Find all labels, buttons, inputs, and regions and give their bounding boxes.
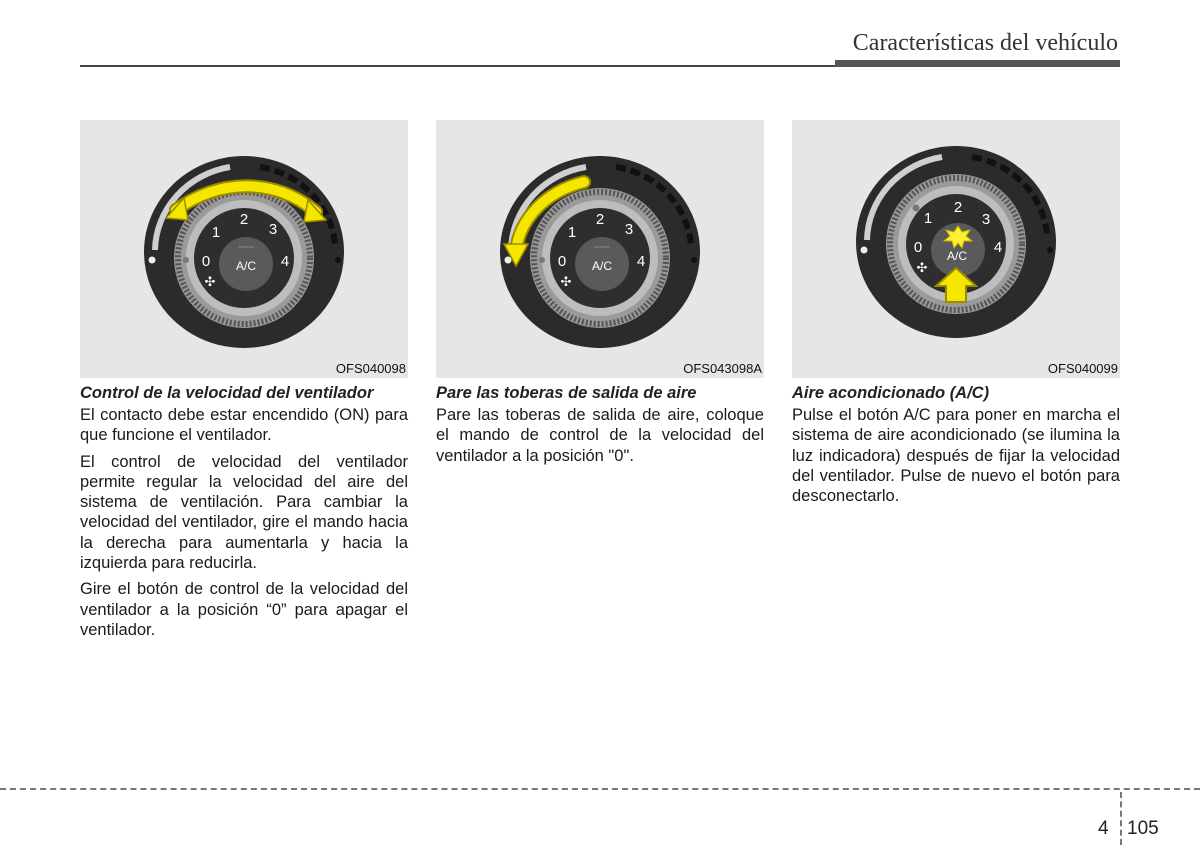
knob-label-0: 0 <box>913 239 923 256</box>
paragraph: El contacto debe estar encendido (ON) para que funcione el ventilador. <box>80 406 408 445</box>
figure-ac-button <box>792 120 1120 378</box>
header-rule-accent <box>835 60 1120 67</box>
fan-knob-off-illustration <box>436 120 764 378</box>
paragraph: Pulse el botón A/C para poner en marcha el sistema de aire acondicionado (se ilumina la luz indicadora) después de fijar la velocidad del ventilador. Pulse de nuevo el botón para desconectarlo. <box>792 406 1120 506</box>
figure-code: OFS040099 <box>1047 361 1118 376</box>
figure-fan-speed-knob <box>80 120 408 378</box>
knob-label-3: 3 <box>981 211 991 228</box>
section-heading: Control de la velocidad del ventilador <box>80 384 374 402</box>
knob-label-2: 2 <box>239 211 249 228</box>
ac-button-label: A/C <box>946 249 968 263</box>
figure-code: OFS043098A <box>683 361 762 376</box>
ac-button-label: A/C <box>591 259 613 273</box>
footer-rule <box>0 788 1200 790</box>
section-fan-speed <box>80 120 408 646</box>
knob-label-4: 4 <box>636 253 646 270</box>
paragraph: El control de velocidad del ventilador permite regular la velocidad del aire del sistema de ventilación. Para cambiar la velocidad del ventilador, gire el mando hacia la derecha para aumentarla y hacia la izquierda para reducirla. <box>80 452 408 573</box>
knob-label-1: 1 <box>567 224 577 241</box>
section-heading: Aire acondicionado (A/C) <box>792 384 990 402</box>
knob-label-0: 0 <box>557 253 567 270</box>
knob-label-1: 1 <box>923 210 933 227</box>
section-close-vents <box>436 120 764 472</box>
figure-code: OFS040098 <box>335 361 406 376</box>
knob-label-1: 1 <box>211 224 221 241</box>
ac-knob-illustration <box>792 120 1120 378</box>
fan-icon: ✣ <box>204 274 216 289</box>
knob-label-2: 2 <box>953 199 963 216</box>
paragraph: Gire el botón de control de la velocidad del ventilador a la posición “0” para apagar el ventilador. <box>80 580 408 639</box>
section-heading: Pare las toberas de salida de aire <box>436 384 697 402</box>
chapter-number: 4 <box>1098 818 1109 839</box>
fan-icon: ✣ <box>560 274 572 289</box>
page-header-title: Características del vehículo <box>852 30 1118 56</box>
knob-label-2: 2 <box>595 211 605 228</box>
section-air-conditioning <box>792 120 1120 512</box>
footer-divider <box>1120 792 1122 845</box>
header-rule <box>80 65 840 67</box>
ac-button-label: A/C <box>235 259 257 273</box>
paragraph: Pare las toberas de salida de aire, coloque el mando de control de la velocidad del ventilador a la posición "0". <box>436 406 764 465</box>
page-number: 105 <box>1127 818 1159 839</box>
knob-label-4: 4 <box>993 239 1003 256</box>
knob-label-3: 3 <box>624 221 634 238</box>
fan-knob-illustration <box>80 120 408 378</box>
knob-label-3: 3 <box>268 221 278 238</box>
knob-label-0: 0 <box>201 253 211 270</box>
figure-close-vents-knob <box>436 120 764 378</box>
fan-icon: ✣ <box>916 260 928 275</box>
knob-label-4: 4 <box>280 253 290 270</box>
